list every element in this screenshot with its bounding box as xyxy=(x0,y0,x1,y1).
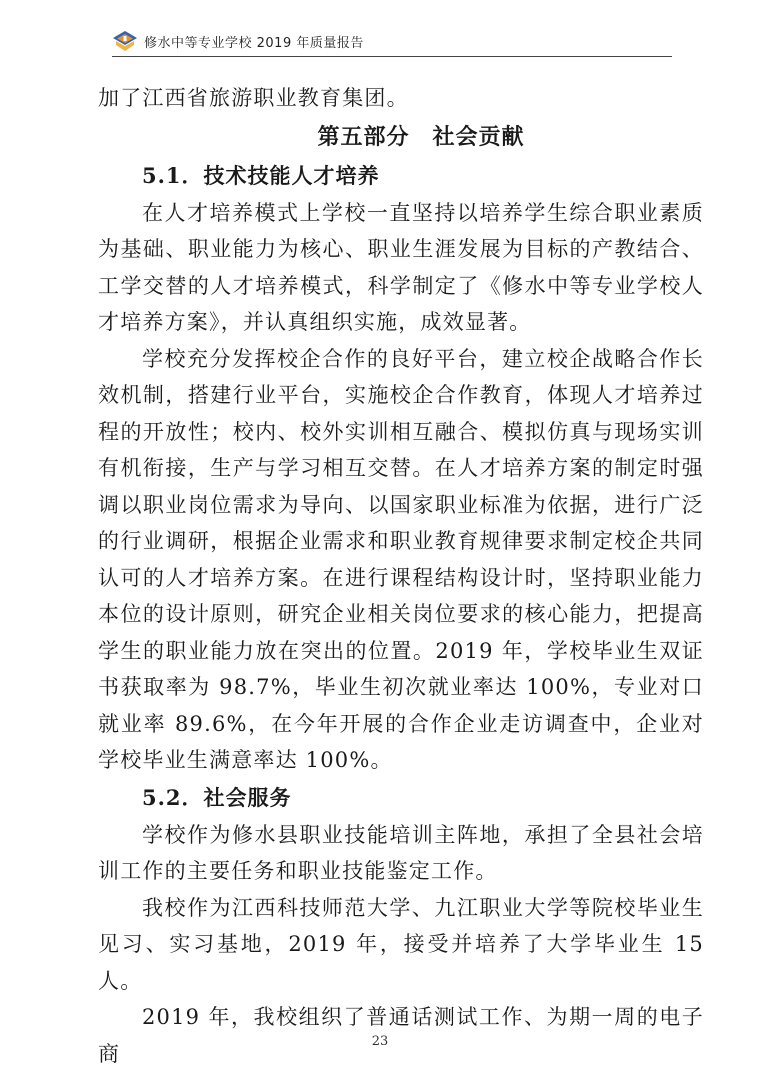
section-heading-5-2: 5.2．社会服务 xyxy=(142,784,292,810)
header-divider xyxy=(112,56,672,57)
paragraph: 我校作为江西科技师范大学、九江职业大学等院校毕业生见习、实习基地，2019 年，接受并培养了大学毕业生 15 人。 xyxy=(98,895,704,993)
paragraph: 在人才培养模式上学校一直坚持以培养学生综合职业素质为基础、职业能力为核心、职业生涯发展为目标的产教结合、工学交替的人才培养模式，科学制定了《修水中等专业学校人才培养方案》，并认真组织实施，成效显著。 xyxy=(98,200,704,334)
section-heading-5-1: 5.1．技术技能人才培养 xyxy=(142,162,380,188)
header-title: 修水中等专业学校 2019 年质量报告 xyxy=(144,35,364,51)
school-emblem-icon xyxy=(112,30,138,52)
page-number: 23 xyxy=(371,1034,389,1049)
paragraph: 学校充分发挥校企合作的良好平台，建立校企战略合作长效机制，搭建行业平台，实施校企合作教育，体现人才培养过程的开放性；校内、校外实训相互融合、模拟仿真与现场实训有机衔接，生产与学习相互交替。在人才培养方案的制定时强调以职业岗位需求为导向、以国家职业标准为依据，进行广泛的行业调研，根据企业需求和职业教育规律要求制定校企共同认可的人才培养方案。在进行课程结构设计时，坚持职业能力本位的设计原则，研究企业相关岗位要求的核心能力，把提高学生的职业能力放在突出的位置。2019 年，学校毕业生双证书获取率为 98.7%，毕业生初次就业率达 100%，专业对口就业率 89.6%，在今年开展的合作企业走访调查中，企业对学校毕业生满意率达 100%。 xyxy=(98,346,704,772)
document-body xyxy=(98,80,704,1072)
continuation-text: 加了江西省旅游职业教育集团。 xyxy=(98,86,409,110)
page-header xyxy=(112,28,672,54)
paragraph: 2019 年，我校组织了普通话测试工作、为期一周的电子商 xyxy=(98,1005,704,1066)
paragraph: 学校作为修水县职业技能培训主阵地，承担了全县社会培训工作的主要任务和职业技能鉴定工作。 xyxy=(98,822,704,883)
part-title: 第五部分 社会贡献 xyxy=(317,123,525,150)
